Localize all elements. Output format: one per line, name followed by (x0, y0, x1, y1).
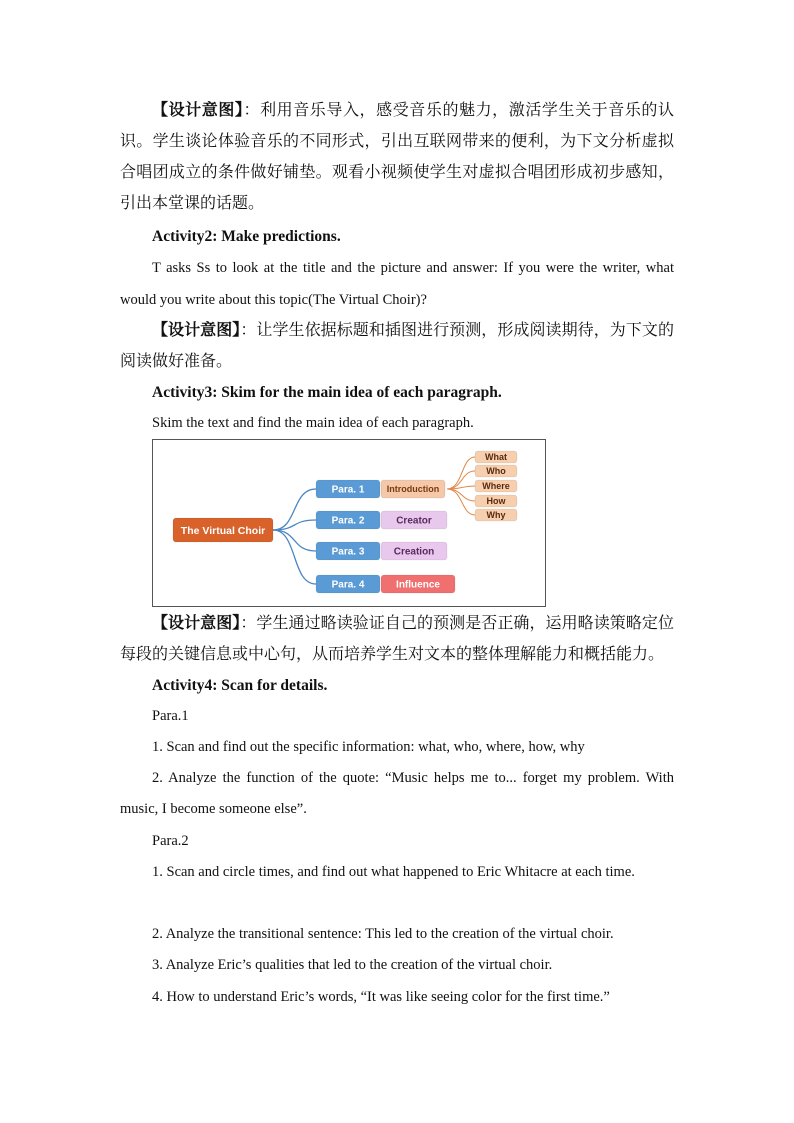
idea-node-4-label: Influence (396, 579, 440, 591)
activity4-heading: Activity4: Scan for details. (152, 677, 328, 694)
detail-node-who-label: Who (486, 466, 506, 477)
para2-item-4: 4. How to understand Eric’s words, “It was like seeing color for the first time.” (152, 989, 610, 1005)
para-node-3-label: Para. 3 (331, 546, 365, 558)
detail-node-how-label: How (486, 496, 506, 507)
para-node-4-label: Para. 4 (331, 579, 365, 591)
detail-connector (447, 457, 475, 489)
detail-node-why-label: Why (486, 510, 506, 521)
design-intent-tag: 【设计意图】 (152, 100, 244, 119)
root-node-label: The Virtual Choir (180, 524, 266, 537)
connector-line (273, 489, 316, 530)
activity3-text: Skim the text and find the main idea of each paragraph. (152, 415, 474, 431)
activity2-heading: Activity2: Make predictions. (152, 228, 341, 245)
detail-connector (447, 486, 475, 489)
design-intent-1 (120, 94, 674, 218)
detail-node-where-label: Where (482, 481, 510, 492)
design-intent-text: ：利用音乐导入，感受音乐的魅力，激活学生关于音乐的认识。学生谈论体验音乐的不同形式，引出互联网带来的便利，为下文分析虚拟合唱团成立的条件做好铺垫。观看小视频使学生对虚拟合唱团形成初步感知，引出本堂课的话题。 (120, 100, 674, 212)
para2-item-1: 1. Scan and circle times, and find out what happened to Eric Whitacre at each time. (152, 864, 635, 880)
design-intent-tag: 【设计意图】 (152, 320, 241, 339)
design-intent-tag: 【设计意图】 (152, 613, 241, 632)
detail-connector (447, 489, 475, 515)
design-intent-text: ：学生通过略读验证自己的预测是否正确，运用略读策略定位每段的关键信息或中心句，从而培养学生对文本的整体理解能力和概括能力。 (120, 613, 674, 663)
paragraph-mind-map (152, 439, 546, 607)
para-node-2-label: Para. 2 (331, 515, 365, 527)
detail-connector (447, 489, 475, 501)
activity3-heading: Activity3: Skim for the main idea of each paragraph. (152, 384, 502, 401)
idea-node-1-label: Introduction (386, 484, 440, 495)
para2-label: Para.2 (152, 833, 189, 849)
para1-label: Para.1 (152, 708, 189, 724)
activity2-text: T asks Ss to look at the title and the picture and answer: If you were the writer, what would you write about this topic(The Virtual Choir)? (120, 260, 674, 308)
para1-item-2: 2. Analyze the function of the quote: “Music helps me to... forget my problem. With music, I become someone else”. (120, 770, 674, 817)
connector-line (273, 530, 316, 551)
para2-item-2: 2. Analyze the transitional sentence: This led to the creation of the virtual choir. (152, 926, 614, 942)
design-intent-2 (120, 314, 674, 376)
design-intent-text: ：让学生依据标题和插图进行预测，形成阅读期待，为下文的阅读做好准备。 (120, 320, 674, 370)
connector-line (273, 530, 316, 584)
para2-item-3: 3. Analyze Eric’s qualities that led to the creation of the virtual choir. (152, 957, 553, 973)
para1-item-1: 1. Scan and find out the specific information: what, who, where, how, why (152, 739, 585, 755)
detail-node-what-label: What (485, 452, 507, 463)
mind-map-svg (153, 440, 545, 606)
para-node-1-label: Para. 1 (331, 484, 365, 496)
idea-node-2-label: Creator (396, 515, 432, 527)
design-intent-3 (120, 607, 674, 669)
idea-node-3-label: Creation (393, 546, 435, 558)
